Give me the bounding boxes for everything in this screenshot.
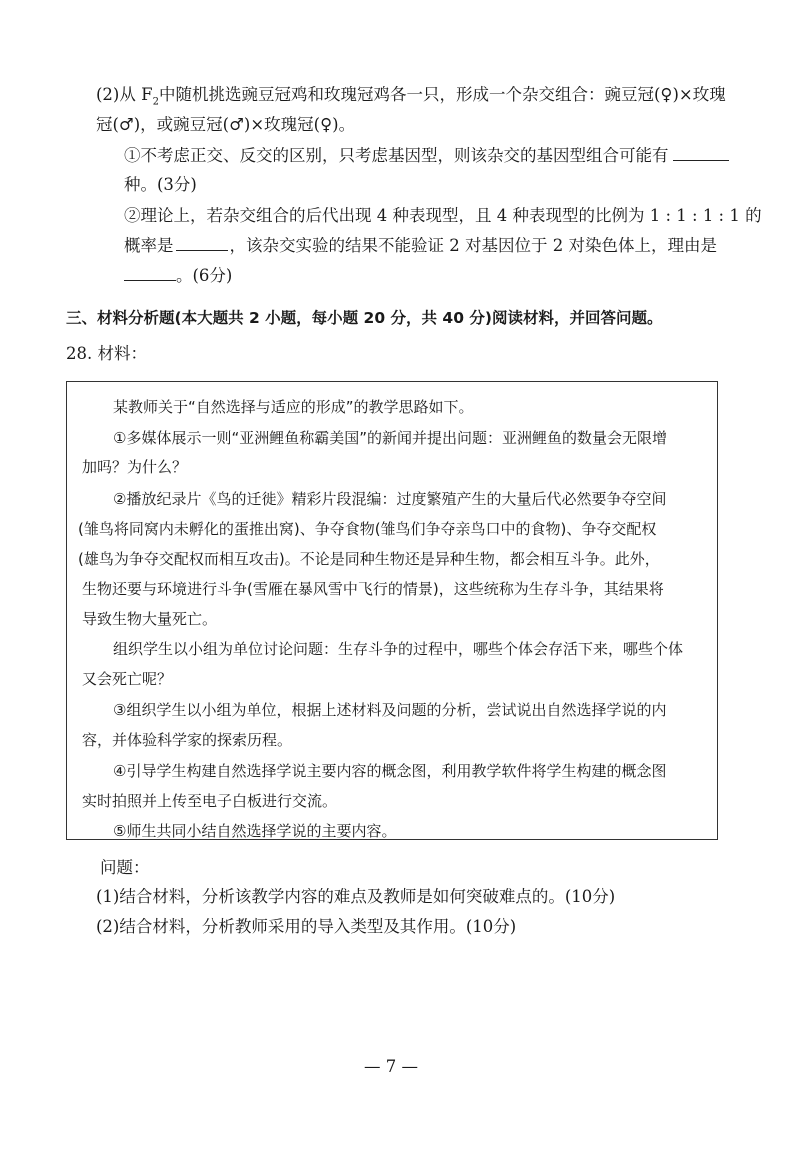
question-item: (2)结合材料，分析教师采用的导入类型及其作用。(10分): [96, 917, 517, 936]
answer-blank-1[interactable]: [673, 146, 729, 161]
material-line: (雄鸟为争夺交配权而相互攻击)。不论是同种生物还是异种生物，都会相互斗争。此外，: [78, 550, 660, 568]
q2-line2: [96, 114, 355, 136]
q2-line2-text: 冠(♂)，或豌豆冠(♂)×玫瑰冠(♀)。: [96, 115, 356, 134]
material-line: ④引导学生构建自然选择学说主要内容的概念图，利用教学软件将学生构建的概念图: [113, 762, 667, 780]
answer-blank-2[interactable]: [176, 236, 228, 251]
material-line: ②播放纪录片《鸟的迁徙》精彩片段混编：过度繁殖产生的大量后代必然要争夺空间: [113, 490, 667, 508]
q2-line1-subscript: 2: [152, 96, 159, 108]
q2-part2-line2: [124, 235, 717, 257]
q2-part1-line1: [124, 145, 729, 167]
material-line: ①多媒体展示一则“亚洲鲤鱼称霸美国”的新闻并提出问题：亚洲鲤鱼的数量会无限增: [113, 429, 667, 447]
material-line: 又会死亡呢？: [82, 670, 173, 688]
material-line: 某教师关于“自然选择与适应的形成”的教学思路如下。: [113, 398, 474, 416]
material-line: ③组织学生以小组为单位，根据上述材料及问题的分析，尝试说出自然选择学说的内: [113, 701, 667, 719]
q2-line1-prefix: (2)从 F: [96, 85, 153, 104]
q2-part2-text-3: 。(6分): [176, 266, 233, 285]
material-line: 生物还要与环境进行斗争(雪雁在暴风雪中飞行的情景)，这些统称为生存斗争，其结果将: [82, 580, 664, 598]
q2-part1-text: ①不考虑正交、反交的区别，只考虑基因型，则该杂交的基因型组合可能有: [124, 146, 669, 165]
question-28-label: 28. 材料：: [66, 344, 147, 363]
answer-blank-3[interactable]: [124, 266, 176, 281]
material-line: 组织学生以小组为单位讨论问题：生存斗争的过程中，哪些个体会存活下来，哪些个体: [113, 640, 684, 658]
q2-part2-line3: [124, 265, 232, 287]
material-line: 实时拍照并上传至电子白板进行交流。: [82, 792, 338, 810]
section-heading: 三、材料分析题(本大题共 2 小题，每小题 20 分，共 40 分)阅读材料，并回答问题。: [66, 309, 663, 327]
material-line: 容，并体验科学家的探索历程。: [82, 731, 293, 749]
q2-line1: [96, 84, 726, 106]
material-line: (雏鸟将同窝内未孵化的蛋推出窝)、争夺食物(雏鸟们争夺亲鸟口中的食物)、争夺交配权: [78, 520, 657, 538]
question-item: (1)结合材料，分析该教学内容的难点及教师是如何突破难点的。(10分): [96, 887, 616, 906]
q2-line1-suffix: 中随机挑选豌豆冠鸡和玫瑰冠鸡各一只，形成一个杂交组合：豌豆冠(♀)×玫瑰: [158, 85, 726, 104]
page-number: — 7 —: [364, 1057, 418, 1076]
questions-label: 问题：: [100, 858, 150, 877]
material-line: 加吗？为什么？: [82, 458, 188, 476]
q2-part2-text-2a: 概率是: [124, 236, 174, 255]
material-line: ⑤师生共同小结自然选择学说的主要内容。: [113, 822, 397, 840]
q2-part2-text-1: ②理论上，若杂交组合的后代出现 4 种表现型，且 4 种表现型的比例为 1 : 1 : 1 : 1 的: [124, 206, 762, 225]
q2-part1-line2: [124, 174, 197, 196]
q2-part1-suffix: 种。(3分): [124, 175, 197, 194]
q2-part2-line1: [124, 205, 762, 227]
material-line: 导致生物大量死亡。: [82, 610, 218, 628]
q2-part2-text-2b: ，该杂交实验的结果不能验证 2 对基因位于 2 对染色体上，理由是: [229, 236, 717, 255]
